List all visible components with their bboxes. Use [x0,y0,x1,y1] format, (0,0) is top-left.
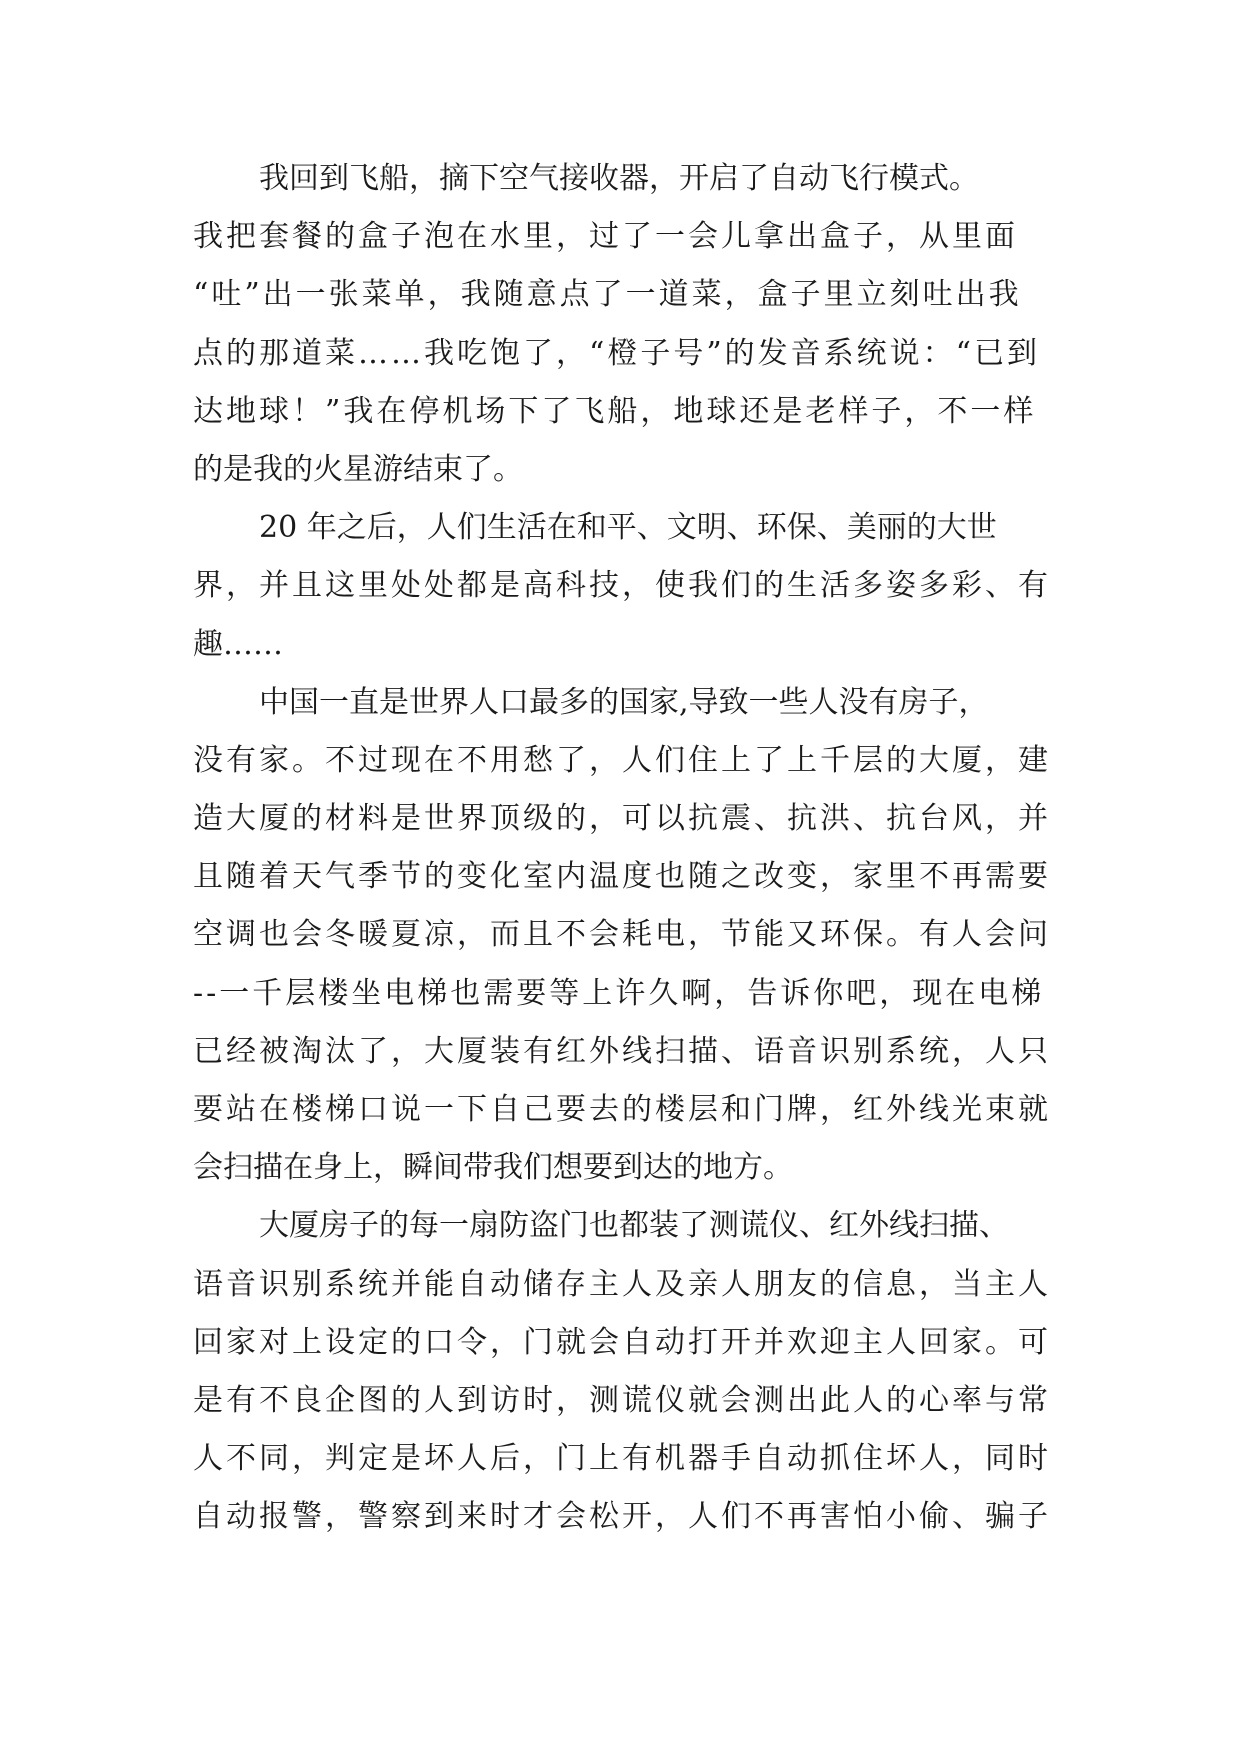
text-line: 语音识别系统并能自动储存主人及亲人朋友的信息，当主人 [193,1266,1051,1302]
text-line: 已经被淘汰了，大厦装有红外线扫描、语音识别系统，人只 [193,1033,1051,1069]
text-line: 自动报警，警察到来时才会松开，人们不再害怕小偷、骗子 [193,1499,1051,1535]
text-line: “吐”出一张菜单，我随意点了一道菜，盒子里立刻吐出我 [193,277,1022,313]
text-line: 中国一直是世界人口最多的国家,导致一些人没有房子， [259,684,989,720]
paragraph-3 [193,674,1053,1198]
text-line: 20 年之后，人们生活在和平、文明、环保、美丽的大世 [259,510,997,546]
text-line: 会扫描在身上，瞬间带我们想要到达的地方。 [193,1150,793,1186]
text-line: 点的那道菜……我吃饱了，“橙子号”的发音系统说：“已到 [193,335,1041,371]
paragraph-1 [193,150,1053,499]
text-line: 没有家。不过现在不用愁了，人们住上了上千层的大厦，建 [193,742,1051,778]
text-line: 且随着天气季节的变化室内温度也随之改变，家里不再需要 [193,859,1051,895]
text-line: 趣…… [193,626,283,662]
text-line: 造大厦的材料是世界顶级的，可以抗震、抗洪、抗台风，并 [193,801,1051,837]
text-line: 空调也会冬暖夏凉，而且不会耗电，节能又环保。有人会问 [193,917,1051,953]
text-line: 是有不良企图的人到访时，测谎仪就会测出此人的心率与常 [193,1382,1051,1418]
paragraph-4 [193,1197,1053,1546]
text-line: 界，并且这里处处都是高科技，使我们的生活多姿多彩、有 [193,568,1051,604]
text-line: 的是我的火星游结束了。 [193,451,523,487]
paragraph-2 [193,499,1053,674]
text-line: 要站在楼梯口说一下自己要去的楼层和门牌，红外线光束就 [193,1092,1051,1127]
text-line: 我把套餐的盒子泡在水里，过了一会儿拿出盒子，从里面 [193,219,1018,255]
text-line: 达地球！”我在停机场下了飞船，地球还是老样子，不一样 [193,393,1037,429]
text-line: 大厦房子的每一扇防盗门也都装了测谎仪、红外线扫描、 [259,1208,1009,1244]
text-line: 我回到飞船，摘下空气接收器，开启了自动飞行模式。 [259,161,979,196]
document-body [193,150,1053,1547]
text-line: --一千层楼坐电梯也需要等上许久啊，告诉你吧，现在电梯 [193,975,1045,1011]
text-line: 人不同，判定是坏人后，门上有机器手自动抓住坏人，同时 [193,1441,1051,1477]
text-line: 回家对上设定的口令，门就会自动打开并欢迎主人回家。可 [193,1324,1051,1360]
